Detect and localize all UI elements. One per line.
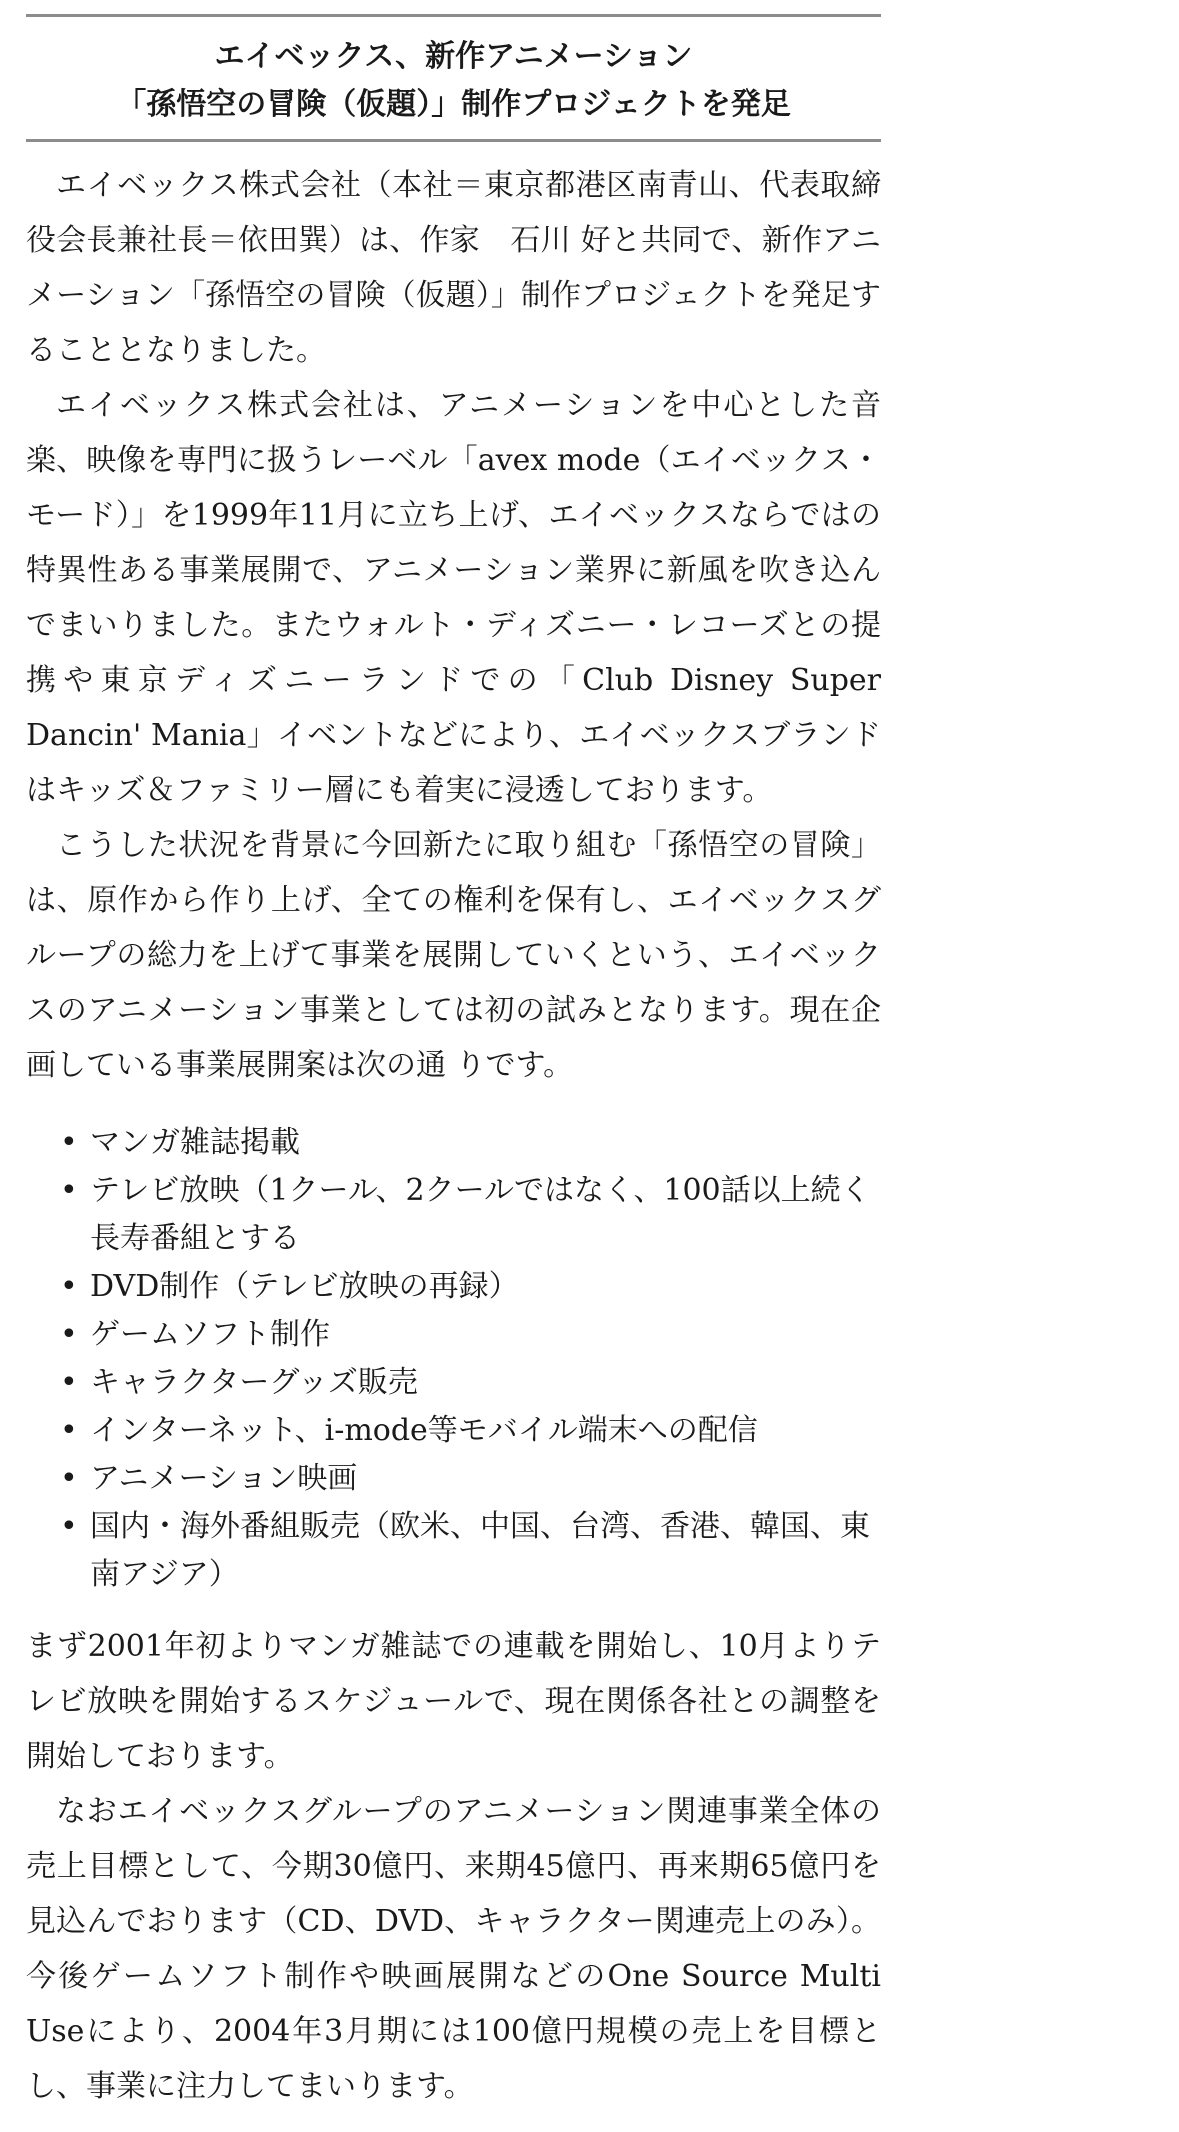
list-item-text: マンガ雑誌掲載 [90, 1125, 300, 1160]
bullet-icon: • [60, 1269, 78, 1304]
list-item [60, 1263, 881, 1311]
sales-target-paragraph: なおエイベックスグループのアニメーション関連事業全体の売上目標として、今期30億円、来期45億円、再来期65億円を見込んでおります（CD、DVD、キャラクター関連売上のみ）。今後ゲームソフト制作や映画展開などのOne Source Multi Useにより、2004年3月期には100億円規模の売上を目標とし、事業に注力してまいります。 [26, 1794, 881, 2104]
bullet-icon: • [60, 1125, 78, 1160]
list-item [60, 1311, 881, 1359]
list-item-text: ゲームソフト制作 [90, 1317, 330, 1352]
list-item [60, 1359, 881, 1407]
list-item-text: インターネット、i-mode等モバイル端末への配信 [90, 1413, 758, 1448]
list-item [60, 1407, 881, 1455]
bullet-icon: • [60, 1317, 78, 1352]
list-item-text: テレビ放映（1クール、2クールではなく、100話以上続く長寿番組とする [90, 1173, 871, 1256]
list-item-text: 国内・海外番組販売（欧米、中国、台湾、香港、韓国、東南アジア） [90, 1509, 870, 1592]
list-item [60, 1455, 881, 1503]
headline-line-2: 「孫悟空の冒険（仮題）」制作プロジェクトを発足 [116, 87, 791, 122]
list-item [60, 1119, 881, 1167]
background-paragraph: エイベックス株式会社は、アニメーションを中心とした音楽、映像を専門に扱うレーベル「avex mode（エイベックス・モード）」を1999年11月に立ち上げ、エイベックスならではの特異性ある事業展開で、アニメーション業界に新風を吹き込んでまいりました。またウォルト・ディズニー・レコーズとの提携や東京ディズニーランドでの「Club Disney Super Dancin' Mania」イベントなどにより、エイベックスブランドはキッズ＆ファミリー層にも着実に浸透しております。 [26, 388, 881, 808]
business-plan-list [26, 1119, 881, 1599]
headline-divider [26, 139, 881, 142]
list-item-text: DVD制作（テレビ放映の再録） [90, 1269, 519, 1304]
press-release [26, 0, 881, 2114]
headline-line-1: エイベックス、新作アニメーション [214, 39, 693, 74]
bullet-icon: • [60, 1413, 78, 1448]
list-item-text: キャラクターグッズ販売 [90, 1365, 418, 1400]
list-item [60, 1167, 881, 1263]
schedule-paragraph: まず2001年初よりマンガ雑誌での連載を開始し、10月よりテレビ放映を開始するスケジュールで、現在関係各社との調整を開始しております。 [26, 1629, 881, 1774]
bullet-icon: • [60, 1173, 78, 1208]
bullet-icon: • [60, 1509, 78, 1544]
list-item [60, 1503, 881, 1599]
project-paragraph: こうした状況を背景に今回新たに取り組む「孫悟空の冒険」は、原作から作り上げ、全ての権利を保有し、エイベックスグループの総力を上げて事業を展開していくという、エイベックスのアニメーション事業としては初の試みとなります。現在企画している事業展開案は次の通 りです。 [26, 828, 881, 1083]
intro-paragraph: エイベックス株式会社（本社＝東京都港区南青山、代表取締役会長兼社長＝依田巽）は、作家 石川 好と共同で、新作アニメーション「孫悟空の冒険（仮題）」制作プロジェクトを発足することとなりました。 [26, 168, 881, 368]
bullet-icon: • [60, 1461, 78, 1496]
bullet-icon: • [60, 1365, 78, 1400]
list-item-text: アニメーション映画 [90, 1461, 358, 1496]
headline [26, 17, 881, 139]
